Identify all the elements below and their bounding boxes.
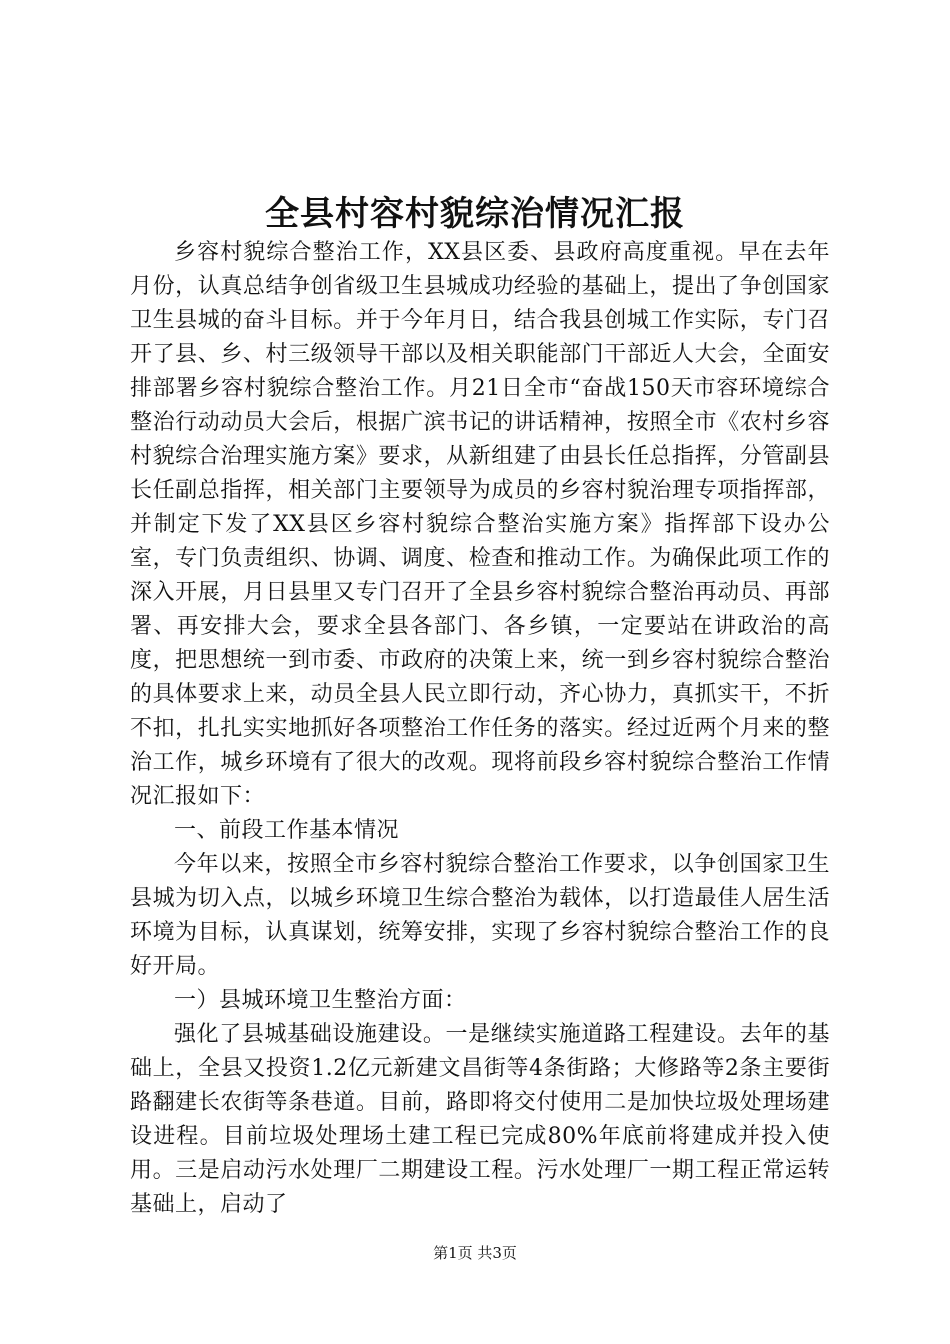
paragraph-infrastructure: 强化了县城基础设施建设。一是继续实施道路工程建设。去年的基础上，全县又投资1.2亿元新建文昌街等4条街路；大修路等2条主要街路翻建长农街等条巷道。目前，路即将交付使用二是加快垃圾处理场建设进程。目前垃圾处理场土建工程已完成80%年底前将建成并投入使用。三是启动污水处理厂二期建设工程。污水处理厂一期工程正常运转基础上，启动了 (130, 1022, 830, 1217)
section-heading-1: 一、前段工作基本情况 (174, 818, 400, 843)
page-footer: 第1页 共3页 (433, 1244, 517, 1262)
page-title: 全县村容村貌综治情况汇报 (265, 194, 685, 234)
paragraph-overview: 今年以来，按照全市乡容村貌综合整治工作要求，以争创国家卫生县城为切入点，以城乡环境卫生综合整治为载体，以打造最佳人居生活环境为目标，认真谋划，统筹安排，实现了乡容村貌综合整治工作的良好开局。 (130, 852, 830, 979)
paragraph-intro: 乡容村貌综合整治工作，XX县区委、县政府高度重视。早在去年月份，认真总结争创省级卫生县城成功经验的基础上，提出了争创国家卫生县城的奋斗目标。并于今年月日，结合我县创城工作实际，专门召开了县、乡、村三级领导干部以及相关职能部门干部近人大会，全面安排部署乡容村貌综合整治工作。月21日全市“奋战150天市容环境综合整治行动动员大会后，根据广滨书记的讲话精神，按照全市《农村乡容村貌综合治理实施方案》要求，从新组建了由县长任总指挥，分管副县长任副总指挥，相关部门主要领导为成员的乡容村貌治理专项指挥部，并制定下发了XX县区乡容村貌综合整治实施方案》指挥部下设办公室，专门负责组织、协调、调度、检查和推动工作。为确保此项工作的深入开展，月日县里又专门召开了全县乡容村貌综合整治再动员、再部署、再安排大会，要求全县各部门、各乡镇，一定要站在讲政治的高度，把思想统一到市委、市政府的决策上来，统一到乡容村貌综合整治的具体要求上来，动员全县人民立即行动，齐心协力，真抓实干，不折不扣，扎扎实实地抓好各项整治工作任务的落实。经过近两个月来的整治工作，城乡环境有了很大的改观。现将前段乡容村貌综合整治工作情况汇报如下： (130, 240, 830, 809)
document-body (130, 236, 830, 1222)
subsection-heading-1: 一）县城环境卫生整治方面： (174, 988, 467, 1013)
